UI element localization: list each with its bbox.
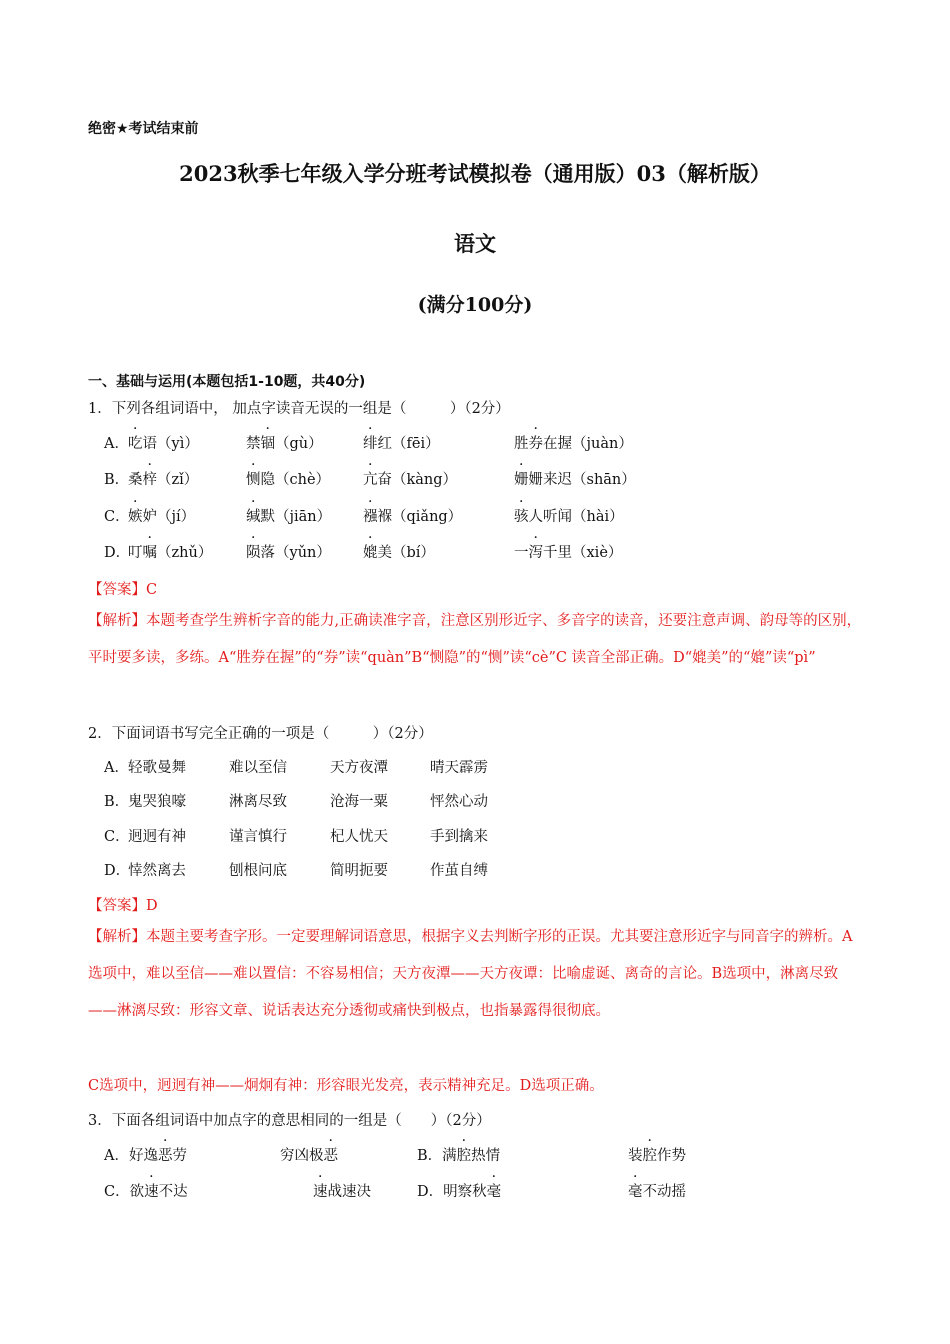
q3-item: 装腔作势 (628, 1148, 686, 1164)
q1-answer: 【答案】C (88, 582, 158, 598)
emphasis-dot-char: 绯 (363, 436, 378, 452)
emphasis-dot-char: 券 (528, 436, 543, 452)
emphasis-dot-char: 襁 (363, 509, 378, 525)
section-heading: 一、基础与运用(本题包括1-10题，共40分) (88, 374, 366, 390)
q2-word: 怦然心动 (430, 794, 488, 810)
subject-title: 语文 (454, 231, 496, 256)
emphasis-dot-char: 腔 (456, 1148, 472, 1164)
q1-word: 吃语（yì） (128, 436, 199, 452)
q1-word: 桑梓（zǐ） (128, 472, 199, 488)
q2-word: 鬼哭狼嚎 (128, 794, 186, 810)
q3-item: 穷凶极恶 (280, 1148, 338, 1164)
q2-analysis-continued: C选项中，迥迥有神——炯炯有神：形容眼光发亮，表示精神充足。D选项正确。 (88, 1078, 604, 1094)
q1-analysis: 【解析】本题考查学生辨析字音的能力,正确读准字音，注意区别形近字、多音字的读音，还要注意声调、韵母等的区别，平时要多读，多练。A“胜券在握”的“券”读“quàn”B“恻隐”的“恻”读“cè”C 读音全部正确。D“媲美”的“媲”读“pì” (88, 613, 862, 666)
q3-item: C．欲速不达 (104, 1184, 188, 1200)
q3-item: 毫不动摇 (628, 1184, 686, 1200)
confidential-label: 绝密★考试结束前 (88, 121, 199, 137)
q1-word: 胜券在握（juàn） (514, 436, 633, 452)
emphasis-dot-char: 姗 (514, 472, 529, 488)
emphasis-dot-char: 亢 (363, 472, 378, 488)
q3-item: 速战速决 (313, 1184, 371, 1200)
q1-word: 一泻千里（xiè） (514, 545, 623, 561)
q2-option-label: B． (104, 794, 130, 810)
q2-word: 淋离尽致 (229, 794, 287, 810)
emphasis-dot-char: 恻 (246, 472, 261, 488)
q1-word: 绯红（fēi） (363, 436, 440, 452)
q2-word: 天方夜潭 (330, 760, 388, 776)
emphasis-dot-char: 陨 (246, 545, 261, 561)
q2-option-label: C． (104, 829, 130, 845)
emphasis-dot-char: 缄 (246, 509, 261, 525)
q1-word: 叮嘱（zhǔ） (128, 545, 213, 561)
q2-word: 轻歌曼舞 (128, 760, 186, 776)
q3-item: A．好逸恶劳 (104, 1148, 187, 1164)
q1-option-label: A． (104, 436, 129, 452)
emphasis-dot-char: 毫 (486, 1184, 502, 1200)
q3-item: D．明察秋毫 (417, 1184, 502, 1200)
q2-word: 晴天霹雳 (430, 760, 488, 776)
q1-word: 亢奋（kàng） (363, 472, 458, 488)
q1-stem: 1．下列各组词语中， 加点字读音无误的一组是（ ）（2分） (88, 401, 510, 417)
q1-word: 襁褓（qiǎng） (363, 509, 463, 525)
emphasis-dot-char: 速 (313, 1184, 328, 1200)
q1-word: 恻隐（chè） (246, 472, 331, 488)
emphasis-dot-char: 吃 (128, 436, 143, 452)
emphasis-dot-char: 毫 (628, 1184, 643, 1200)
q1-word: 缄默（jiān） (246, 509, 332, 525)
q2-answer: 【答案】D (88, 898, 158, 914)
q1-word: 姗姗来迟（shān） (514, 472, 636, 488)
emphasis-dot-char: 泻 (528, 545, 543, 561)
q2-word: 手到擒来 (430, 829, 488, 845)
full-score: (满分100分) (417, 294, 533, 316)
q2-word: 难以至信 (229, 760, 287, 776)
q2-word: 迥迥有神 (128, 829, 186, 845)
q2-word: 简明扼要 (330, 863, 388, 879)
emphasis-dot-char: 锢 (260, 436, 275, 452)
emphasis-dot-char: 媲 (363, 545, 378, 561)
q1-word: 禁锢（gù） (246, 436, 323, 452)
q2-word: 刨根问底 (229, 863, 287, 879)
emphasis-dot-char: 梓 (142, 472, 157, 488)
q2-word: 谨言慎行 (229, 829, 287, 845)
q1-word: 骇人听闻（hài） (514, 509, 624, 525)
emphasis-dot-char: 恶 (323, 1148, 338, 1164)
emphasis-dot-char: 嘱 (142, 545, 157, 561)
emphasis-dot-char: 恶 (157, 1148, 173, 1164)
q1-option-label: B． (104, 472, 130, 488)
emphasis-dot-char: 速 (144, 1184, 159, 1200)
q3-item: B．满腔热情 (417, 1148, 501, 1164)
emphasis-dot-char: 腔 (642, 1148, 657, 1164)
q3-stem: 3．下面各组词语中加点字的意思相同的一组是（ ）（2分） (88, 1113, 491, 1129)
q2-word: 悻然离去 (128, 863, 186, 879)
emphasis-dot-char: 嫉 (128, 509, 143, 525)
q1-word: 嫉妒（jí） (128, 509, 196, 525)
q1-option-label: D． (104, 545, 131, 561)
q1-option-label: C． (104, 509, 130, 525)
q1-word: 媲美（bí） (363, 545, 435, 561)
q2-option-label: A． (104, 760, 129, 776)
q2-stem: 2．下面词语书写完全正确的一项是（ ）（2分） (88, 726, 433, 742)
q2-word: 杞人忧天 (330, 829, 388, 845)
emphasis-dot-char: 骇 (514, 509, 529, 525)
q2-word: 作茧自缚 (430, 863, 488, 879)
q2-analysis: 【解析】本题主要考查字形。一定要理解词语意思，根据字义去判断字形的正误。尤其要注意形近字与同音字的辨析。A选项中，难以至信——难以置信：不容易相信；天方夜潭——天方夜谭：比喻虚诞、离奇的言论。B选项中，淋离尽致——淋漓尽致：形容文章、说话表达充分透彻或痛快到极点，也指暴露得很彻底。 (88, 929, 853, 1019)
q2-word: 沧海一粟 (330, 794, 388, 810)
exam-title: 2023秋季七年级入学分班考试模拟卷（通用版）03（解析版） (179, 161, 771, 186)
q1-word: 陨落（yǔn） (246, 545, 331, 561)
q2-option-label: D． (104, 863, 131, 879)
